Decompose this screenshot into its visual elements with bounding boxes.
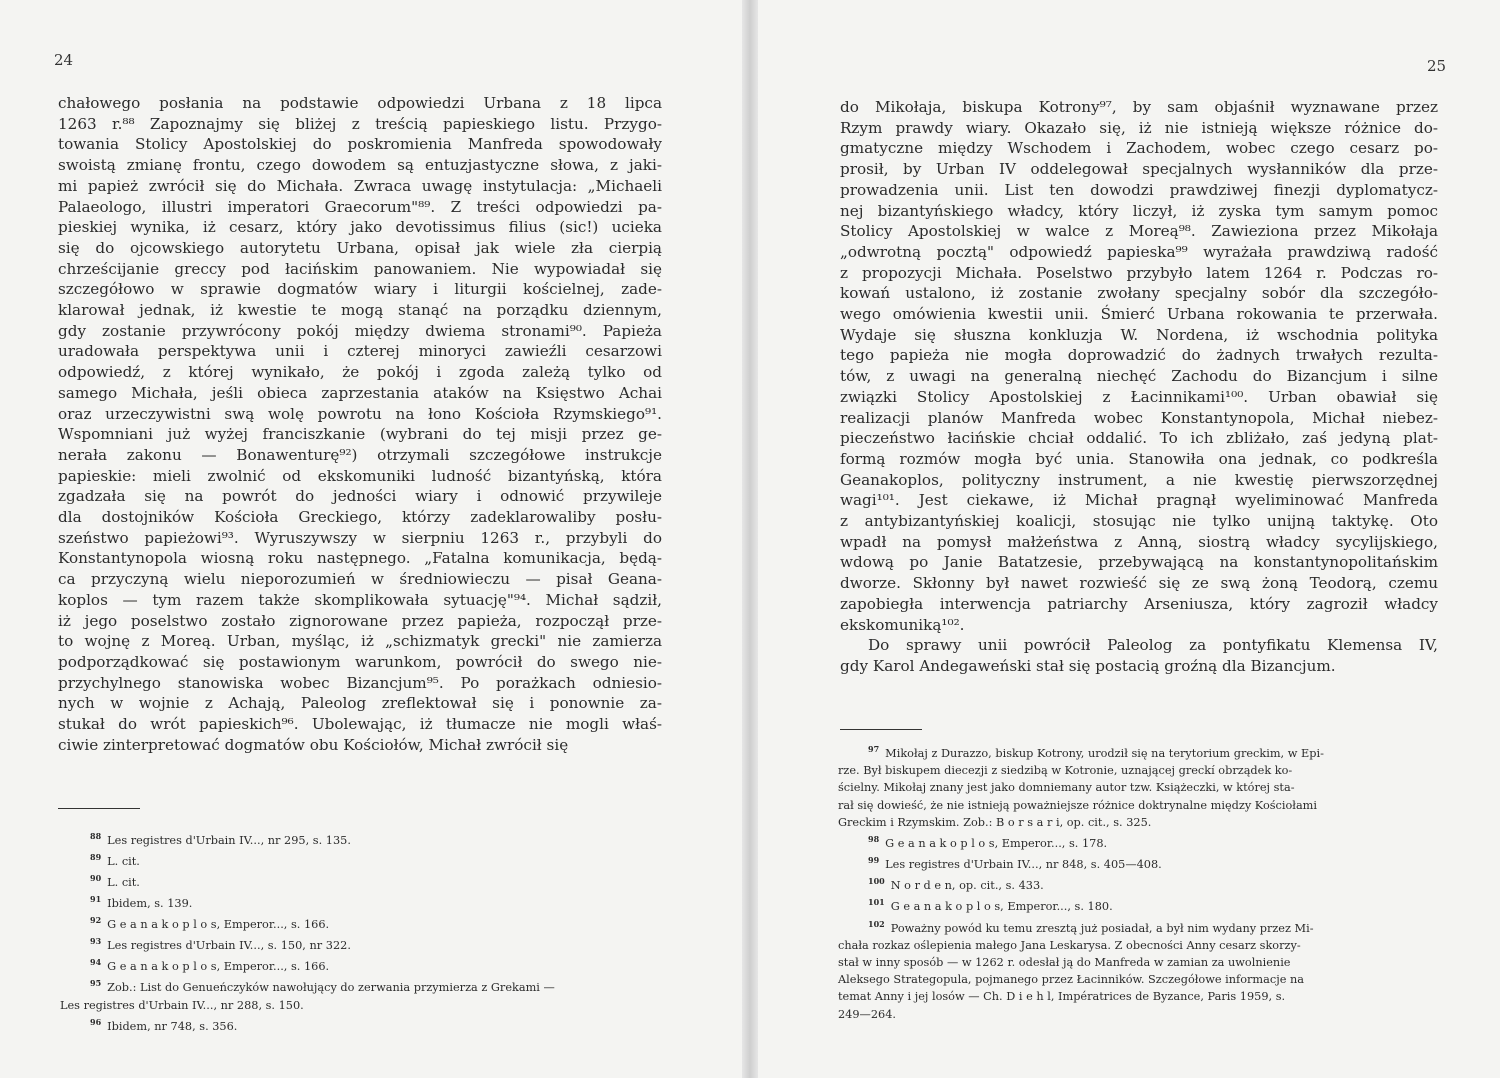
left-page — [0, 0, 742, 1078]
text-line: gdy Karol Andegaweński stał się postacią groźną dla Bizancjum. — [840, 656, 1336, 675]
footnote — [838, 988, 1438, 1005]
text-line: koplos — tym razem także skomplikowała sytuację"⁹⁴. Michał sądził, — [58, 590, 662, 609]
footnotes — [838, 741, 1438, 1023]
footnote — [868, 894, 1438, 915]
text-line: stukał do wrót papieskich⁹⁶. Ubolewając, iż tłumacze nie mogli właś- — [58, 715, 662, 734]
body-text — [58, 93, 662, 756]
footnote — [868, 831, 1438, 852]
text-line: realizacji planów Manfreda wobec Konstantynopola, Michał niebez- — [840, 408, 1438, 427]
footnote-number: 91 — [90, 894, 102, 905]
text-line: kowań ustalono, iż zostanie zwołany specjalny sobór dla szczegóło- — [840, 284, 1438, 303]
footnote-text: 249—264. — [838, 1007, 897, 1021]
footnote — [60, 997, 670, 1014]
footnote-text: Zob.: List do Genueńczyków nawołujący do zerwania przymierza z Grekami — — [107, 981, 555, 995]
text-line: wego omówienia kwestii unii. Śmierć Urbana rokowania te przerwała. — [840, 305, 1438, 324]
text-line: nych w wojnie z Achają, Paleolog zreflektował się i ponownie za- — [58, 694, 662, 713]
text-line: szczegółowo w sprawie dogmatów wiary i liturgii kościelnej, zade- — [58, 280, 662, 299]
text-line: klarował jednak, iż kwestie te mogą stanąć na porządku dziennym, — [58, 301, 662, 320]
footnote-text: rze. Był biskupem diecezji z siedzibą w Kotronie, uznającej greckí obrządek ko- — [838, 764, 1293, 778]
text-line: chrześcijanie greccy pod łacińskim panowaniem. Nie wypowiadał się — [58, 259, 662, 278]
footnote-number: 89 — [90, 852, 102, 863]
text-line: chałowego posłania na podstawie odpowiedzi Urbana z 18 lipca — [58, 94, 662, 112]
footnote-number: 93 — [90, 936, 102, 947]
footnote — [868, 873, 1438, 894]
text-line: ca przyczyną wielu nieporozumień w średniowieczu — pisał Geana- — [58, 570, 662, 589]
footnote — [90, 828, 670, 849]
text-line: się do ojcowskiego autorytetu Urbana, opisał jak wiele zła cierpią — [58, 238, 662, 257]
footnote-text: ścielny. Mikołaj znany jest jako domniemany autor tzw. Książeczki, w której sta- — [838, 781, 1295, 795]
footnote — [90, 933, 670, 954]
text-line: Wspomniani już wyżej franciszkanie (wybrani do tej misji przez ge- — [58, 425, 662, 444]
text-line: tów, z uwagi na generalną niechęć Zachodu do Bizancjum i silne — [840, 367, 1438, 386]
right-page — [758, 0, 1500, 1078]
text-line: dla dostojników Kościoła Greckiego, którzy zadeklarowaliby posłu- — [58, 508, 662, 527]
footnote — [868, 852, 1438, 873]
footnote-text: temat Anny i jej losów — Ch. D i e h l, Impératrices de Byzance, Paris 1959, s. — [838, 990, 1286, 1004]
footnote-number: 88 — [90, 831, 102, 841]
footnote-text: rał się dowieść, że nie istnieją poważniejsze różnice doktrynalne między Kościołami — [838, 798, 1318, 812]
text-line: oraz urzeczywistni swą wolę powrotu na łono Kościoła Rzymskiego⁹¹. — [58, 404, 662, 423]
text-line: związki Stolicy Apostolskiej z Łacinnikami¹⁰⁰. Urban obawiał się — [840, 387, 1438, 406]
footnote-text: Ibidem, s. 139. — [107, 896, 193, 910]
book-gutter — [742, 0, 758, 1078]
footnote-number: 96 — [90, 1016, 102, 1027]
footnote-text: Mikołaj z Durazzo, biskup Kotrony, urodził się na terytorium greckim, w Epi- — [885, 746, 1324, 760]
text-line: swoistą zmianę frontu, czego dowodem są entuzjastyczne słowa, z jaki- — [58, 156, 662, 175]
text-line: ciwie zinterpretować dogmatów obu Kościołów, Michał zwrócił się — [58, 735, 569, 754]
footnote-number: 94 — [90, 957, 102, 968]
footnote-number: 95 — [90, 978, 102, 989]
footnote — [90, 891, 670, 912]
footnote-number: 90 — [90, 873, 102, 884]
footnote-text: Aleksego Strategopula, pojmanego przez Łacinników. Szczegółowe informacje na — [838, 973, 1304, 987]
text-line: prowadzenia unii. List ten dowodzi prawdziwej finezji dyplomatycz- — [840, 180, 1438, 199]
text-line: Rzym prawdy wiary. Okazało się, iż nie istnieją większe różnice do- — [840, 118, 1438, 137]
text-line: Do sprawy unii powrócił Paleolog za pontyfikatu Klemensa IV, — [868, 636, 1438, 655]
text-line: do Mikołaja, biskupa Kotrony⁹⁷, by sam objaśnił wyznawane przez — [840, 98, 1438, 116]
footnote — [838, 1006, 1438, 1023]
footnote-text: G e a n a k o p l o s, Emperor..., s. 166. — [107, 918, 330, 932]
text-line: Stolicy Apostolskiej w walce z Moreą⁹⁸. Zawieziona przez Mikołaja — [840, 222, 1438, 241]
text-line: pieskiej wynika, iż cesarz, który jako devotissimus filius (sic!) ucieka — [58, 218, 662, 237]
text-line: ekskomuniką¹⁰². — [840, 615, 965, 634]
footnote-text: G e a n a k o p l o s, Emperor..., s. 178. — [885, 837, 1108, 851]
footnote — [90, 870, 670, 891]
footnote — [90, 975, 670, 996]
text-line: przychylnego stanowiska wobec Bizancjum⁹⁵. Po porażkach odniesio- — [58, 673, 662, 692]
page-number: 24 — [54, 51, 74, 69]
footnote-text: Ibidem, nr 748, s. 356. — [107, 1019, 238, 1033]
footnote-text: Les registres d'Urbain IV..., nr 848, s. 405—408. — [885, 858, 1162, 872]
text-line: Palaeologo, illustri imperatori Graecorum"⁸⁹. Z treści odpowiedzi pa- — [58, 197, 662, 216]
text-line: gdy zostanie przywrócony pokój między dwiema stronami⁹⁰. Papieża — [58, 321, 662, 340]
text-line: towania Stolicy Apostolskiej do poskromienia Manfreda spowodowały — [58, 135, 662, 154]
text-line: tego papieża nie mogła doprowadzić do żadnych trwałych rezulta- — [840, 346, 1438, 365]
text-line: formą rozmów mogła być unia. Stanowiła ona jednak, co podkreśla — [840, 449, 1438, 468]
footnote — [838, 779, 1438, 796]
footnote-text: L. cit. — [107, 875, 140, 889]
footnote — [838, 814, 1438, 831]
text-line: szeństwo papieżowi⁹³. Wyruszywszy w sierpniu 1263 r., przybyli do — [58, 528, 662, 547]
text-line: z antybizantyńskiej koalicji, stosując nie tylko unijną taktykę. Oto — [840, 512, 1438, 531]
footnote — [90, 849, 670, 870]
footnote-text: chała rozkaz oślepienia małego Jana Leskarysa. Z obecności Anny cesarz skorzy- — [838, 938, 1301, 952]
footnote-text: G e a n a k o p l o s, Emperor..., s. 180. — [890, 900, 1113, 914]
footnote-number: 97 — [868, 744, 880, 754]
footnote-text: G e a n a k o p l o s, Emperor..., s. 166. — [107, 960, 330, 974]
footnote — [868, 741, 1438, 762]
footnote-text: Greckim i Rzymskim. Zob.: B o r s a r i, op. cit., s. 325. — [838, 815, 1152, 829]
text-line: wpadł na pomysł małżeństwa z Anną, siostrą władcy sycylijskiego, — [840, 532, 1438, 551]
text-line: 1263 r.⁸⁸ Zapoznajmy się bliżej z treścią papieskiego listu. Przygo- — [58, 114, 662, 133]
text-line: „odwrotną pocztą" odpowiedź papieska⁹⁹ wyrażała prawdziwą radość — [840, 242, 1438, 261]
footnote-text: Les registres d'Urbain IV..., s. 150, nr 322. — [107, 939, 351, 953]
text-line: odpowiedź, z której wynikało, że pokój i zgoda zależą tylko od — [58, 363, 662, 382]
footnotes — [60, 828, 670, 1035]
footnote-number: 98 — [868, 834, 880, 845]
footnote-number: 100 — [868, 876, 885, 887]
text-line: nerała zakonu — Bonawenturę⁹²) otrzymali szczegółowe instrukcje — [58, 445, 662, 464]
text-line: zgadzała się na powrót do jedności wiary i odnowić przywileje — [58, 487, 662, 506]
text-line: wdową po Janie Batatzesie, przebywającą na konstantynopolitańskim — [840, 553, 1438, 572]
footnote — [838, 954, 1438, 971]
text-line: to wojnę z Moreą. Urban, myśląc, iż „schizmatyk grecki" nie zamierza — [58, 632, 662, 651]
footnote-text: Les registres d'Urbain IV..., nr 295, s. 135. — [107, 833, 351, 847]
text-line: gmatyczne między Wschodem i Zachodem, wobec czego cesarz po- — [840, 139, 1438, 158]
footnote — [838, 937, 1438, 954]
text-line: papieskie: mieli zwolnić od ekskomuniki ludność bizantyńską, która — [58, 466, 662, 485]
footnote-number: 92 — [90, 915, 102, 926]
text-line: Geanakoplos, polityczny instrument, a nie kwestię pierwszorzędnej — [840, 470, 1438, 489]
text-line: iż jego poselstwo zostało zignorowane przez papieża, rozpoczął prze- — [58, 611, 662, 630]
text-line: podporządkować się postawionym warunkom, powrócił do swego nie- — [58, 652, 662, 671]
footnote — [90, 954, 670, 975]
footnote-text: Les registres d'Urbain IV..., nr 288, s. 150. — [60, 998, 304, 1012]
text-line: nej bizantyńskiego władcy, który liczył, iż zyska tym samym pomoc — [840, 201, 1438, 220]
footnote-text: L. cit. — [107, 854, 140, 868]
footnote — [90, 912, 670, 933]
footnote — [838, 797, 1438, 814]
footnote-number: 99 — [868, 855, 880, 866]
footnote-text: stał w inny sposób — w 1262 r. odesłał ją do Manfreda w zamian za uwolnienie — [838, 955, 1291, 969]
text-line: samego Michała, jeśli obieca zaprzestania ataków na Księstwo Achai — [58, 383, 662, 402]
text-line: z propozycji Michała. Poselstwo przybyło latem 1264 r. Podczas ro- — [840, 263, 1438, 282]
footnote-separator — [58, 808, 140, 809]
body-text — [840, 97, 1438, 677]
footnote — [868, 916, 1438, 937]
text-line: uradowała perspektywa unii i czterej minoryci zawieźli cesarzowi — [58, 342, 662, 361]
text-line: zapobiegła interwencja patriarchy Arseniusza, który zagroził władcy — [840, 594, 1438, 613]
footnote — [90, 1014, 670, 1035]
footnote — [838, 762, 1438, 779]
text-line: dworze. Skłonny był nawet rozwieść się ze swą żoną Teodorą, czemu — [840, 574, 1438, 593]
footnote-number: 101 — [868, 897, 885, 908]
text-line: mi papież zwrócił się do Michała. Zwraca uwagę instytulacja: „Michaeli — [58, 176, 662, 195]
text-line: prosił, by Urban IV oddelegował specjalnych wysłanników dla prze- — [840, 160, 1438, 179]
footnote-number: 102 — [868, 918, 885, 929]
text-line: Wydaje się słuszna konkluzja W. Nordena, iż wschodnia polityka — [840, 325, 1438, 344]
text-line: Konstantynopola wiosną roku następnego. „Fatalna komunikacja, będą- — [58, 549, 662, 568]
page-number: 25 — [1427, 57, 1447, 75]
footnote — [838, 971, 1438, 988]
footnote-text: N o r d e n, op. cit., s. 433. — [890, 879, 1044, 893]
footnote-separator — [840, 729, 922, 730]
text-line: pieczeństwo łacińskie chciał oddalić. To ich zbliżało, zaś jedyną plat- — [840, 429, 1438, 448]
text-line: wagi¹⁰¹. Jest ciekawe, iż Michał pragnął wyeliminować Manfreda — [840, 491, 1438, 510]
footnote-text: Poważny powód ku temu zresztą już posiadał, a był nim wydany przez Mi- — [890, 921, 1314, 935]
